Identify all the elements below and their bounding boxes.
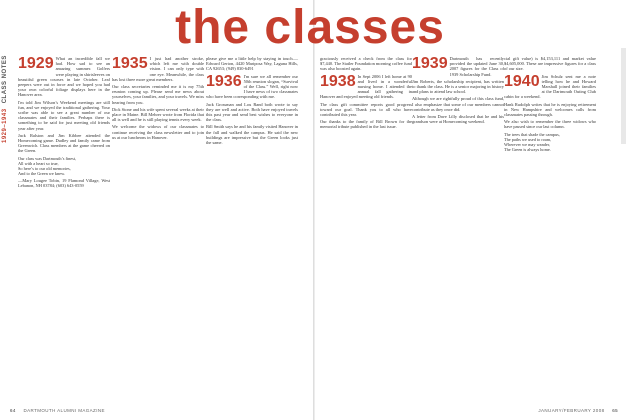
issue-date: JANUARY/FEBRUARY 2008 <box>538 408 605 413</box>
paragraph <box>412 56 504 77</box>
paragraph <box>112 124 204 140</box>
column-3 <box>206 56 298 147</box>
paragraph-text: We welcome the widows of our classmates to continue receiving the class newsletter and to join us at our luncheons in Hanover. <box>112 124 204 140</box>
paragraph-text: Jack Grossman and Lou Rand both wrote to say they are well and active. Both have enjoyed travels this past year and send best wishes to everyone in the class. <box>206 101 298 123</box>
paragraph-text: Bill Smith says he and his family visited Hanover in the fall and walked the campus. He said the new buildings are impressive but the Green looks just the same. <box>206 124 298 146</box>
poem-text: Our class was Dartmouth’s finest, All with a heart so true, So here’s to our old memories, And to the Green we knew. <box>18 155 77 176</box>
spread-fold <box>313 0 315 420</box>
paragraph <box>412 114 504 124</box>
paragraph <box>504 56 596 72</box>
paragraph <box>18 56 110 98</box>
paragraph-text: cial gift value) is $4,153,111 and market value $4,605,000. These are impressive figures for a class of our size. <box>504 56 596 72</box>
column-6 <box>504 56 596 154</box>
paragraph-text: I'm told Jim Wilson’s Weekend meetings are still fun, and we enjoyed the traditional gathering. Your scribe was able to see a great number of our classmates and their families. Perhaps there is something to be said for just meeting old friends year after year. <box>18 99 110 131</box>
paragraph <box>504 119 596 129</box>
paragraph <box>112 56 204 82</box>
class-year: 1940 <box>504 72 540 90</box>
page-heading: the classes <box>175 1 445 54</box>
paragraph <box>320 56 412 72</box>
paragraph <box>112 84 204 105</box>
paragraph <box>320 119 412 129</box>
paragraph-text: I just had another stroke, which left me with double vision. I can only type with one eye. Meanwhile, the class has lost three more great members. <box>112 56 204 82</box>
paragraph <box>412 96 504 112</box>
class-year: 1935 <box>112 55 148 72</box>
page-number-right: 65 <box>612 408 618 413</box>
year-range: 1929–1943 <box>2 108 8 143</box>
paragraph-text: Jim Schulz sent me a note telling how he and Howard Marshall joined their families at the Dartmouth Outing Club cabin for a weekend. <box>504 73 596 100</box>
paragraph-text: A letter from Dave Lilly disclosed that he and his grandson were at Homecoming weekend. <box>412 114 504 125</box>
section-label: CLASS NOTES <box>2 55 8 104</box>
paragraph-text: I'm sure we all remember our 50th reunion slogan, “Survival of the Class.” Well, right now I have news of two classmates who have been corresponding with me. <box>206 73 298 100</box>
paragraph <box>18 178 110 188</box>
paragraph <box>206 74 298 100</box>
paragraph <box>504 102 596 118</box>
class-year: 1938 <box>320 72 356 90</box>
paragraph <box>206 56 298 72</box>
paragraph-text: Dartmouth has recently provided the updated June 30, 2007 figures for the Class of 1939 Scholarship Fund. <box>449 56 504 77</box>
class-year: 1936 <box>206 72 242 90</box>
section-vertical-title <box>2 18 14 148</box>
paragraph <box>206 102 298 123</box>
paragraph <box>206 124 298 145</box>
column-4 <box>320 56 412 132</box>
poem-text: The trees that shade the campus, The paths we used to roam, Wherever we may wander, The Green is always home. <box>504 131 560 152</box>
column-5 <box>412 56 504 126</box>
paragraph-text: please give me a little help by staying in touch.—Edward Gerton, 4420 Mariposa Way, Laguna Hills, CA 92653; (949) 830-6491 <box>206 56 298 72</box>
page-edge-tab <box>621 48 626 144</box>
class-year: 1939 <box>412 55 448 72</box>
paragraph <box>412 79 504 95</box>
footer-right <box>538 408 618 413</box>
paragraph <box>18 100 110 131</box>
class-year: 1929 <box>18 55 54 72</box>
paragraph-text: Our thanks to the family of Bill Brown for the memorial tribute published in the last issue. <box>320 119 412 130</box>
footer-left <box>10 408 105 413</box>
paragraph-text: graciously received a check from the class for $7,440. The Statler Foundation morning coffee fund was also boosted again. <box>320 56 412 72</box>
paragraph-text: Hank Rudolph writes that he is enjoying retirement in New Hampshire and welcomes calls from classmates passing through. <box>504 101 596 118</box>
paragraph <box>320 74 412 100</box>
magazine-title: DARTMOUTH ALUMNI MAGAZINE <box>23 408 105 413</box>
column-2 <box>112 56 204 142</box>
paragraph <box>504 74 596 100</box>
paragraph <box>320 102 412 118</box>
paragraph-text: The class gift committee reports good progress toward our goal. Thank you to all who have contributed this year. <box>320 101 412 118</box>
column-1 <box>18 56 110 190</box>
paragraph-text: In Sept 2006 I left home at 90 and lived in a wonderful nursing home. I attended the annual fall gathering in Hanover and enjoyed meeting old friends. <box>320 73 412 100</box>
paragraph-text: Although we are rightfully proud of this class fund, I also emphasize that some of our members cannot contribute as they once did. <box>412 96 504 112</box>
page-number-left: 64 <box>10 408 16 413</box>
paragraph-text: —Mary Lougee Tobin, 19 Flamond Village, West Lebanon, NH 03784; (603) 643-0559 <box>18 177 110 188</box>
paragraph-text: What an incredible fall we had. How sad to see an amazing summer. Golfers were playing in shirtsleeves on beautiful green courses in late October. Leaf peepers were out in force and we hoped you had your own colorful foliage displays here in the Hanover area. <box>18 56 110 98</box>
paragraph-text: Jim Roberts, the scholarship recipient, has written to thank the class. He is a senior majoring in history and plans to attend law school. <box>412 78 504 95</box>
paragraph <box>112 107 204 123</box>
paragraph-text: Jack Ralston and Jim Kibbee attended the Homecoming game. Dudley and family came from Greenwich. Class members at the game cheered on the Green. <box>18 132 110 154</box>
paragraph-text: Dick Stone and his wife spent several weeks at their place in Maine. Bill Mehrer wrote from Florida that all is well and he is still playing tennis every week. <box>112 106 204 123</box>
paragraph-text: We also wish to remember the three widows who have passed since our last column. <box>504 119 596 130</box>
paragraph-text: Our class secretaries reminded me it is my 75th reunion coming up. Please send me news about yourselves, your families, and your travels. We miss hearing from you. <box>112 84 204 105</box>
paragraph <box>18 133 110 154</box>
